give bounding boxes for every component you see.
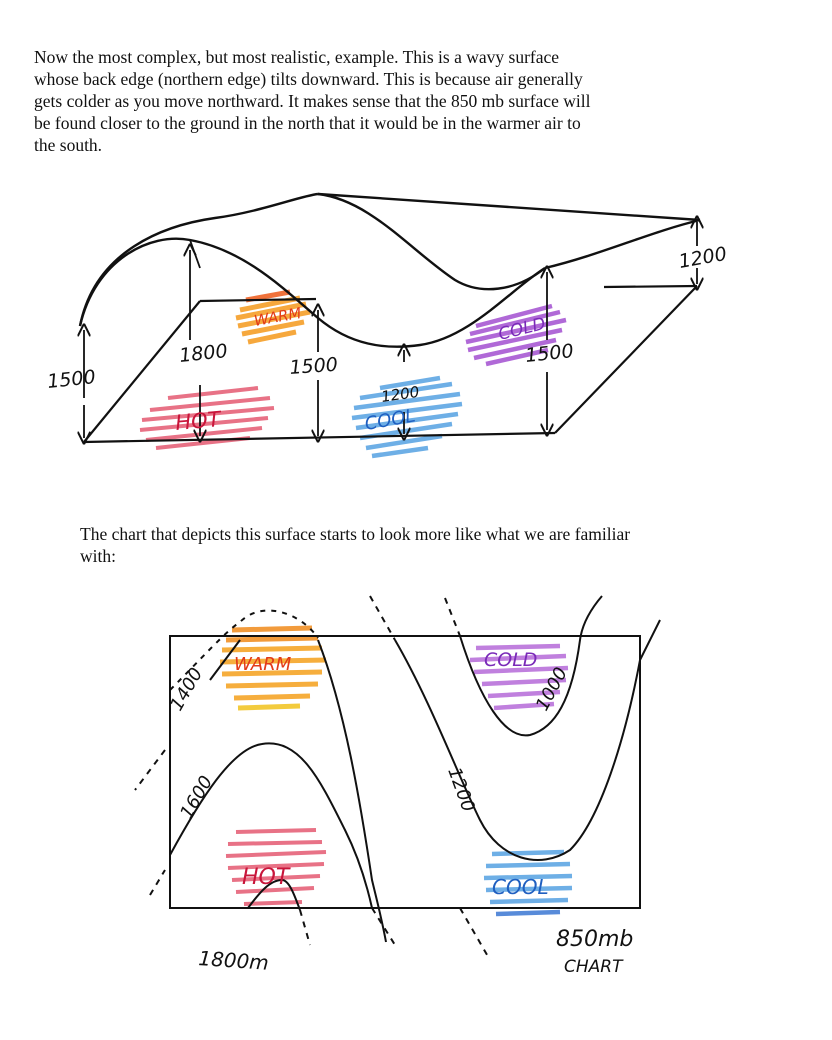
contour-label-1200: 1200 bbox=[443, 764, 479, 815]
warm-chart-scribble bbox=[220, 628, 326, 708]
contour-labels bbox=[166, 664, 572, 975]
height-label-mid: 1500 bbox=[288, 353, 339, 379]
height-label-trough: 1200 bbox=[380, 382, 421, 406]
chart-caption-line1: 850mb bbox=[556, 927, 634, 952]
region-label-hot: HOT bbox=[174, 407, 222, 435]
chart-frame bbox=[170, 636, 640, 908]
intro-line: gets colder as you move northward. It makes sense that the 850 mb surface will bbox=[34, 91, 591, 111]
region-label-cool: COOL bbox=[363, 405, 418, 435]
contour-label-1800: 1800m bbox=[197, 946, 270, 975]
wavy-surface-diagram bbox=[0, 0, 832, 500]
height-label-back-right: 1200 bbox=[677, 242, 729, 273]
chart-intro-line: The chart that depicts this surface starts to look more like what we are familiar bbox=[80, 524, 631, 544]
chart-region-cool: COOL bbox=[492, 875, 549, 899]
chart-intro-paragraph bbox=[80, 523, 780, 567]
chart-caption bbox=[556, 927, 633, 977]
intro-line: whose back edge (northern edge) tilts downward. This is because air generally bbox=[34, 69, 583, 89]
intro-line: Now the most complex, but most realistic, example. This is a wavy surface bbox=[34, 47, 560, 67]
height-labels bbox=[46, 243, 728, 406]
height-label-right: 1500 bbox=[524, 340, 575, 367]
height-label-left: 1500 bbox=[46, 366, 97, 393]
chart-region-cold: COLD bbox=[484, 649, 538, 671]
cold-chart-scribble bbox=[470, 646, 568, 708]
intro-line: be found closer to the ground in the north that it would be in the warmer air to bbox=[34, 113, 581, 133]
contour-label-1600: 1600 bbox=[176, 772, 218, 823]
contour-label-1000: 1000 bbox=[531, 664, 572, 715]
chart-caption-line2: CHART bbox=[564, 957, 623, 977]
contour-lines bbox=[135, 596, 660, 960]
cool-chart-scribble bbox=[484, 852, 572, 914]
contour-label-1400: 1400 bbox=[166, 664, 208, 715]
chart-region-labels bbox=[234, 649, 549, 899]
region-label-warm: WARM bbox=[252, 303, 303, 330]
chart-intro-line: with: bbox=[80, 546, 116, 566]
region-label-cold: COLD bbox=[496, 313, 548, 345]
chart-region-warm: WARM bbox=[234, 654, 292, 675]
intro-line: the south. bbox=[34, 135, 103, 155]
height-label-ridge: 1800 bbox=[178, 340, 229, 367]
chart-region-hot: HOT bbox=[242, 865, 290, 890]
wavy-surface bbox=[80, 194, 700, 347]
hot-chart-scribble bbox=[226, 830, 326, 904]
